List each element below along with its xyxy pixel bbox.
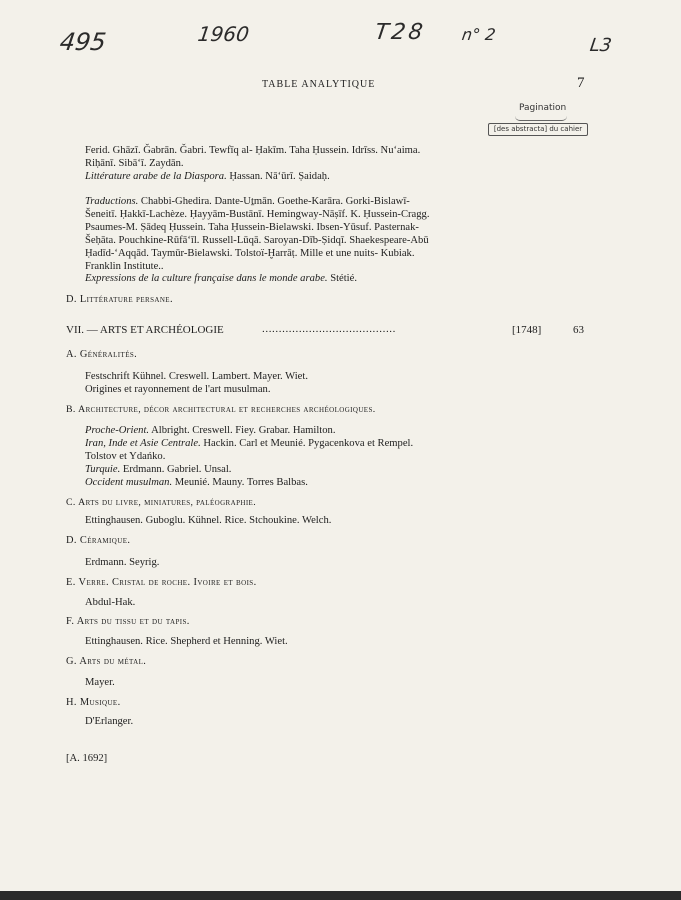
region-label: Iran, Inde et Asie Centrale. (85, 438, 201, 449)
chapter-title: VII. — ARTS ET ARCHÉOLOGIE (66, 324, 224, 336)
handwritten-number: 495 (58, 28, 108, 56)
region-names: Albright. Creswell. Fiey. Grabar. Hamilton. (149, 425, 336, 436)
diaspora-names: Ḥassan. Nā‘ūrī. Ṣaidaḥ. (226, 170, 330, 182)
expressions-names: Stétié. (327, 273, 357, 285)
translations-line: Psaumes-M. Ṣādeq Ḥussein. Taha Ḥussein-Bielawski. Ibsen-Yūsuf. Pasternak- (85, 221, 419, 233)
section-g-authors: Mayer. (85, 677, 115, 688)
footer-ref: [A. 1692] (66, 753, 108, 764)
translations-line: Ḥadīd-‘Aqqād. Taymūr-Bielawski. Tolstoï-Ḫarrāṭ. Mille et une nuits- Kubiak. (85, 247, 415, 259)
arabic-literature-authors (85, 145, 505, 184)
section-a-authors: Festschrift Kühnel. Creswell. Lambert. Mayer. Wiet. (85, 371, 308, 382)
translations-line (85, 196, 505, 209)
diaspora-line (85, 171, 505, 184)
section-e-authors: Abdul-Hak. (85, 597, 136, 608)
section-c-authors: Ettinghausen. Guboglu. Kühnel. Rice. Stchoukine. Welch. (85, 515, 332, 526)
page-number: 7 (577, 75, 585, 91)
handwritten-code: T28 (373, 20, 428, 45)
authors-line: Riḥānī. Sibā‘ī. Zaydān. (85, 157, 184, 169)
section-a-topic: Origines et rayonnement de l'art musulman. (85, 384, 271, 395)
handwritten-ref: L3 (588, 35, 613, 56)
chapter-leader-dots: ........................................ (262, 323, 396, 335)
region-label: Proche-Orient. (85, 425, 150, 436)
authors-line: Ferid. Ghāzī. Ǧabrān. Ǧabri. Tewfīq al- Ḥakīm. Taha Ḥussein. Idrīss. Nu‘aima. (85, 145, 421, 156)
section-e-heading: E. Verre. Cristal de roche. Ivoire et bois. (66, 577, 257, 588)
section-d-authors: Erdmann. Seyrig. (85, 557, 160, 568)
handwritten-year: 1960 (196, 22, 251, 46)
section-f-heading: F. Arts du tissu et du tapis. (66, 616, 190, 627)
region-label: Turquie. (85, 464, 121, 475)
section-a-heading: A. Généralités. (66, 349, 138, 360)
section-g-heading: G. Arts du métal. (66, 656, 147, 667)
section-d-heading: D. Céramique. (66, 535, 131, 546)
scan-edge (0, 891, 681, 900)
region-label: Occident musulman. (85, 477, 173, 488)
running-title: TABLE ANALYTIQUE (262, 79, 376, 90)
expressions-label: Expressions de la culture française dans le monde arabe. (85, 273, 328, 285)
section-b-line: Tolstov et Ydańko. (85, 451, 166, 462)
section-h-heading: H. Musique. (66, 697, 121, 708)
chapter-page: 63 (573, 324, 584, 336)
section-h-authors: D'Erlanger. (85, 716, 134, 727)
handwritten-issue: n° 2 (460, 25, 497, 44)
section-b-line (85, 424, 336, 437)
stamp-brace (515, 116, 567, 121)
translations-line: Franklin Institute.. (85, 260, 164, 272)
section-b-line (85, 463, 231, 476)
stamp-title: Pagination (519, 103, 567, 113)
section-f-authors: Ettinghausen. Rice. Shepherd et Henning. Wiet. (85, 636, 288, 647)
translations-label: Traductions. (85, 196, 139, 207)
translations-line: Šeneitī. Ḥakkī-Lachèze. Ḥayyām-Bustānī. Hemingway-Nāṣīf. K. Ḥussein-Cragg. (85, 208, 430, 220)
region-names: Meunié. Mauny. Torres Balbas. (172, 477, 308, 488)
section-b-line (85, 437, 413, 450)
diaspora-label: Littérature arabe de la Diaspora. (85, 170, 227, 182)
translations-line: Šeḥāta. Pouchkine-Rūfā‘īl. Russell-Lūqā. Saroyan-Dīb-Ṣidqī. Shaekespeare-Abū (85, 234, 429, 246)
translations-block (85, 196, 505, 286)
section-b-line (85, 476, 308, 489)
expressions-line (85, 273, 505, 286)
translations-names: Chabbi-Ghedira. Dante-Uṯmān. Goethe-Karāra. Gorki-Bislawī- (138, 196, 410, 207)
region-names: Erdmann. Gabriel. Unsal. (120, 464, 232, 475)
section-c-heading: C. Arts du livre, miniatures, paléographie. (66, 497, 257, 508)
stamp-label: [des abstracta] du cahier (488, 123, 588, 136)
region-names: Hackin. Carl et Meunié. Pygacenkova et Rempel. (200, 438, 414, 449)
section-d-persian: D. Littérature persane. (66, 294, 173, 305)
section-b-heading: B. Architecture, décor architectural et recherches archéologiques. (66, 404, 376, 415)
chapter-abstract-ref: [1748] (512, 324, 542, 336)
